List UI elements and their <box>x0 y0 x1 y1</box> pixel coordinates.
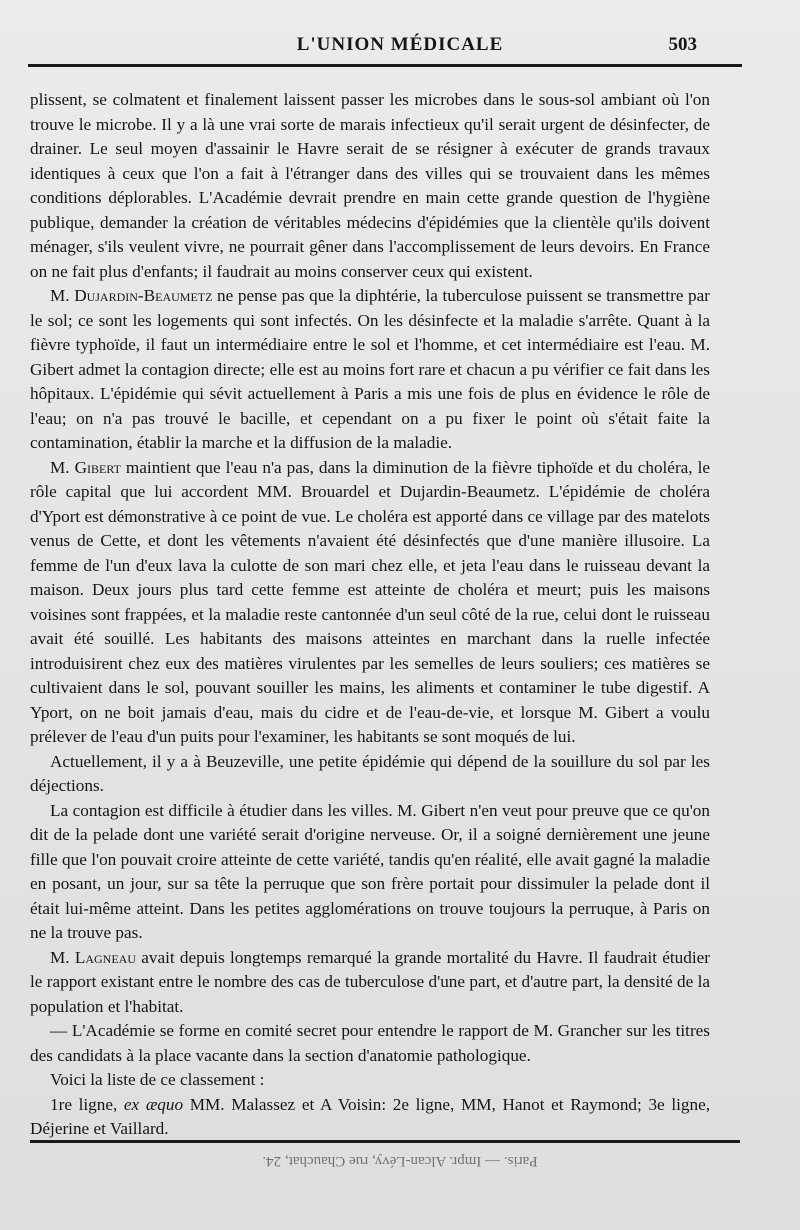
text-run: Dujardin-Beaumetz <box>74 286 213 305</box>
running-title: L'UNION MÉDICALE <box>296 34 504 55</box>
text-run: 1re ligne, <box>50 1094 124 1114</box>
text-run: Voici la liste de ce classement : <box>50 1070 265 1089</box>
text-run: M. <box>50 947 75 967</box>
header-rule <box>28 64 742 67</box>
paragraph <box>30 1019 710 1068</box>
printer-imprint: Paris. — Impr. Alcan-Lévy, rue Chauchat, 24. <box>262 1153 538 1169</box>
page-number: 503 <box>668 34 697 55</box>
text-run: — L'Académie se forme en comité secret pour entendre le rapport de M. Grancher sur les titres des candidats à la place vacante dans la section d'anatomie pathologique. <box>30 1021 710 1065</box>
page-header <box>0 28 800 68</box>
paragraph <box>30 1093 710 1142</box>
body-text <box>30 88 710 1142</box>
footer-rule <box>30 1140 740 1143</box>
text-run: ne pense pas que la diphtérie, la tuberculose puissent se transmettre par le sol; ce sont les logements qui sont infectés. On les désinfecte et la maladie s'arrête. Quant à la fièvre typhoïde, il faut un intermédiaire entre le sol et l'homme, et cet intermédiaire est l'eau. M. Gibert admet la contagion directe; elle est au moins fort rare et chacun a pu vérifier ce fait dans les hôpitaux. L'épidémie qui sévit actuellement à Paris a mis une fois de plus en évidence le rôle de l'eau; on n'a pas trouvé le bacille, et cependant on a pu fixer le point où s'était faite la contamination, établir la marche et la diffusion de la maladie. <box>30 286 710 452</box>
paragraph <box>30 284 710 456</box>
text-run: MM. Malassez et A Voisin: 2e ligne, MM, Hanot et Raymond; 3e ligne, Déjerine et Vaillard. <box>30 1094 710 1138</box>
paragraph <box>30 456 710 750</box>
paragraph <box>30 946 710 1020</box>
text-run: avait depuis longtemps remarqué la grande mortalité du Havre. Il faudrait étudier le rapport existant entre le nombre des cas de tuberculose d'une part, et d'autre part, la densité de la population et l'habitat. <box>30 947 710 1016</box>
text-run: maintient que l'eau n'a pas, dans la diminution de la fièvre tiphoïde et du choléra, le rôle capital que lui accordent MM. Brouardel et Dujardin-Beaumetz. L'épidémie de choléra d'Yport est démonstrative à ce point de vue. Le choléra est apporté dans ce village par des matelots venus de Cette, et dont les vêtements n'avaient été désinfectés que d'une manière illusoire. La femme de l'un d'eux lava la culotte de son mari chez elle, et jeta l'eau dans le ruisseau devant la maison. Deux jours plus tard cette femme est atteinte de choléra et meurt; puis les maisons voisines sont frappées, et la maladie reste cantonnée d'un seul côté de la rue, celui dont le ruisseau avait été souillé. Les habitants des maisons atteintes en marchant dans la ruelle infectée introduisirent chez eux des matières virulentes par les semelles de leurs souliers; ces matières se cultivaient dans le sol, pouvant souiller les mains, les aliments et contaminer le tube digestif. A Yport, on ne boit jamais d'eau, mais du cidre et de l'eau-de-vie, et lorsque M. Gibert a voulu prélever de l'eau d'un puits pour l'examiner, les habitants se sont moqués de lui. <box>30 457 710 746</box>
paragraph <box>30 799 710 946</box>
text-run: Actuellement, il y a à Beuzeville, une petite épidémie qui dépend de la souillure du sol par les déjections. <box>30 751 710 795</box>
text-run: Gibert <box>74 457 121 477</box>
text-run: ex æquo <box>123 1094 184 1114</box>
text-run: M. <box>50 286 75 305</box>
text-run: plissent, se colmatent et finalement laissent passer les microbes dans le sous-sol ambiant où l'on trouve le microbe. Il y a là une vrai sorte de marais infectieux qu'il serait urgent de désinfecter, de drainer. Le seul moyen d'assainir le Havre serait de se résigner à exécuter de grands travaux identiques à ceux que l'on a fait à l'étranger dans des villes qui se trouvaient dans les mêmes conditions déplorables. L'Académie devrait prendre en main cette grande question de l'hygiène publique, demander la création de véritables médecins d'épidémies que la clientèle qu'ils doivent ménager, s'ils veulent vivre, ne pourrait gêner dans l'accomplissement de leurs devoirs. En France on ne fait plus d'enfants; il faudrait au moins conserver ceux qui existent. <box>30 90 710 281</box>
paragraph <box>30 1068 710 1093</box>
text-run: M. <box>50 457 75 477</box>
paragraph <box>30 750 710 799</box>
text-run: Lagneau <box>74 947 136 967</box>
text-run: La contagion est difficile à étudier dans les villes. M. Gibert n'en veut pour preuve que ce qu'on dit de la pelade dont une variété serait d'origine nerveuse. Or, il a soigné dernièrement une jeune fille que l'on pouvait croire atteinte de cette variété, tandis qu'en réalité, elle avait gagné la maladie en posant, un jour, sur sa tête la perruque que son frère portait pour dissimuler la pelade dont il était lui-même atteint. Dans les petites agglomérations on trouve toujours la perruque, à Paris on ne la trouve pas. <box>30 800 710 942</box>
paragraph <box>30 88 710 284</box>
